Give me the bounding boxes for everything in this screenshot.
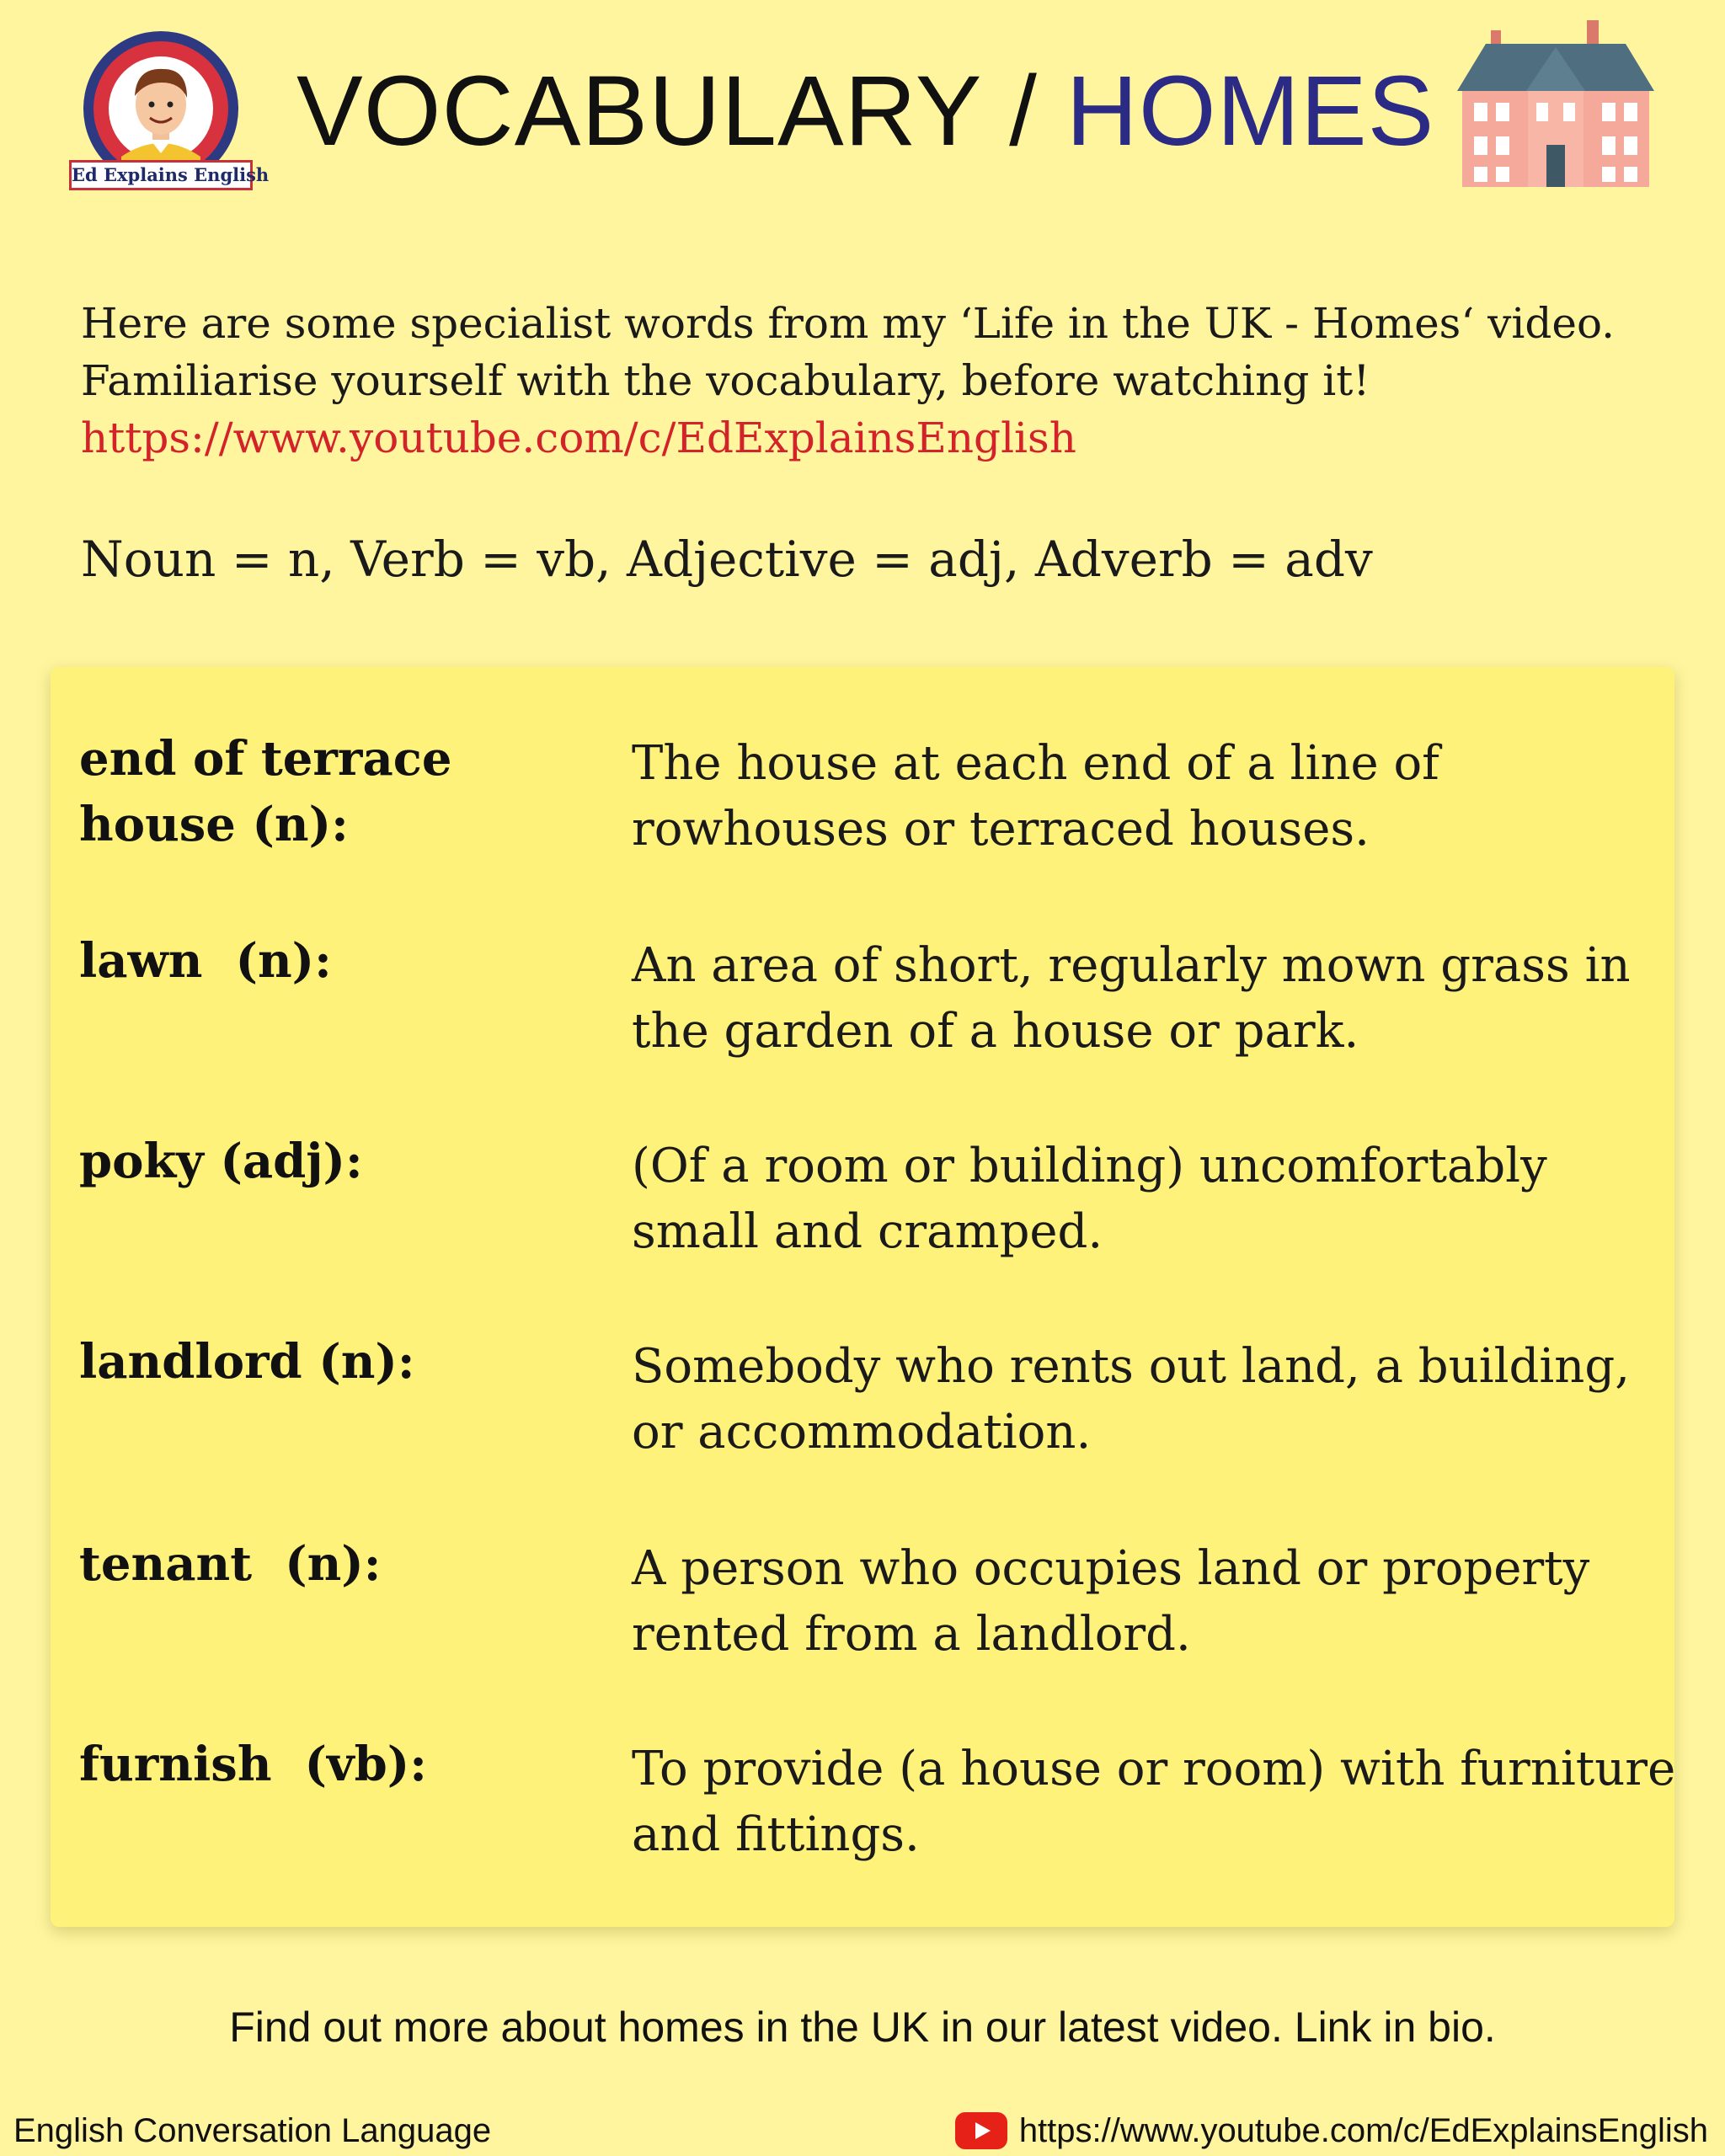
house-illustration — [1452, 19, 1659, 189]
footer-youtube-link[interactable]: https://www.youtube.com/c/EdExplainsEnglish — [1018, 2112, 1708, 2149]
vocab-term: poky (adj): — [79, 1134, 363, 1189]
vocab-definition: The house at each end of a line of rowhouses or terraced houses. — [632, 736, 1439, 857]
title-main: VOCABULARY / — [296, 56, 1066, 167]
part-of-speech-legend: Noun = n, Verb = vb, Adjective = adj, Adverb = adv — [81, 531, 1373, 588]
vocab-term: landlord (n): — [79, 1334, 415, 1390]
vocabulary-panel — [51, 667, 1674, 1927]
logo-label: Ed Explains English — [69, 160, 253, 190]
intro-text — [81, 295, 1664, 467]
vocab-entry — [51, 1129, 1674, 1331]
page-title — [296, 52, 1434, 170]
vocab-entry — [51, 1732, 1674, 1934]
vocab-entry — [51, 1329, 1674, 1531]
intro-line-1: Here are some specialist words from my ‘Life in the UK - Homes‘ video. — [81, 299, 1616, 348]
vocab-term: end of terrace house (n): — [79, 731, 468, 852]
house-icon — [1452, 19, 1659, 189]
vocab-definition: An area of short, regularly mown grass in the garden of a house or park. — [632, 938, 1631, 1059]
intro-line-2: Familiarise yourself with the vocabulary, before watching it! — [81, 356, 1370, 405]
youtube-icon — [955, 2112, 1007, 2149]
vocab-entry — [51, 1531, 1674, 1733]
youtube-link[interactable]: https://www.youtube.com/c/EdExplainsEnglish — [81, 414, 1076, 462]
brand-logo — [69, 30, 270, 187]
vocab-entry — [51, 928, 1674, 1130]
vocab-term: lawn (n): — [79, 933, 332, 989]
vocab-definition: A person who occupies land or property rented from a landlord. — [632, 1541, 1590, 1662]
vocab-term: furnish (vb): — [79, 1737, 427, 1792]
vocab-definition: (Of a room or building) uncomfortably small and cramped. — [632, 1139, 1547, 1259]
title-accent: HOMES — [1065, 56, 1435, 167]
footer-channel-name: English Conversation Language — [13, 2112, 492, 2149]
vocab-definition: To provide (a house or room) with furniture and fittings. — [632, 1742, 1676, 1862]
footer-youtube[interactable] — [955, 2109, 1708, 2153]
vocab-entry — [51, 726, 1674, 928]
vocab-term: tenant (n): — [79, 1536, 382, 1592]
vocab-definition: Somebody who rents out land, a building, or accommodation. — [632, 1339, 1630, 1460]
footer-note: Find out more about homes in the UK in our latest video. Link in bio. — [229, 2004, 1496, 2051]
